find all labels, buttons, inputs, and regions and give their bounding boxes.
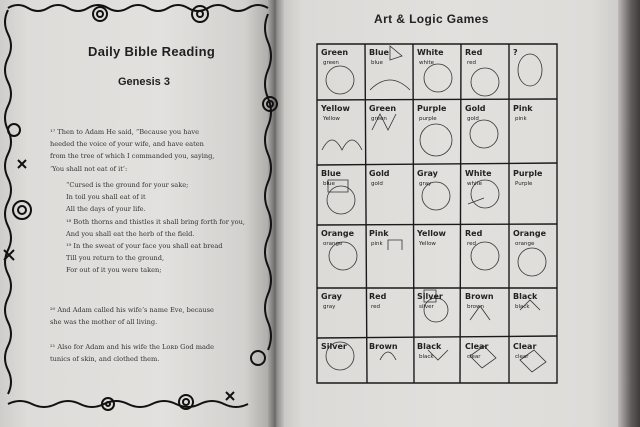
- grid-cell-sublabel: clear: [515, 354, 529, 360]
- grid-cell-label: Red: [369, 292, 387, 301]
- verse-line: [50, 328, 265, 340]
- verse-line: For out of it you were taken;: [66, 266, 162, 275]
- verse-line: ¹⁸ Both thorns and thistles it shall bring forth for you,: [66, 217, 245, 226]
- verse-line: from the tree of which I commanded you, saying,: [50, 152, 215, 161]
- grid-cell-label: Clear: [465, 342, 489, 351]
- grid-cell-sublabel: gold: [467, 116, 479, 122]
- grid-cell-sublabel: gray: [419, 181, 432, 187]
- verse-line: In toil you shall eat of it: [66, 193, 146, 202]
- grid-cell-sublabel: green: [323, 60, 339, 66]
- verse-line: All the days of your life.: [66, 205, 146, 214]
- grid-cell-label: Gold: [465, 104, 486, 113]
- grid-cell-label: Orange: [321, 229, 354, 238]
- scripture-reference: Genesis 3: [118, 76, 170, 88]
- verse-line: ¹⁹ In the sweat of your face you shall eat bread: [66, 242, 223, 251]
- grid-cell-sublabel: gold: [371, 181, 383, 187]
- grid-cell-label: Yellow: [417, 229, 446, 238]
- grid-cell-label: Black: [417, 342, 442, 351]
- grid-cell-sublabel: Yellow: [323, 116, 340, 122]
- grid-cell-label: Purple: [513, 169, 543, 178]
- grid-cell-label: Pink: [369, 229, 389, 238]
- grid-cell-sublabel: black: [419, 354, 434, 360]
- grid-cell-label: Silver: [417, 292, 443, 301]
- verse-block-1: [50, 126, 265, 175]
- grid-cell-sublabel: red: [467, 241, 477, 247]
- grid-cell-label: Green: [369, 104, 397, 113]
- grid-cell-label: Purple: [417, 104, 447, 113]
- grid-cell-label: Yellow: [321, 104, 350, 113]
- grid-cell-label: Gray: [321, 292, 342, 301]
- verse-line: heeded the voice of your wife, and have eaten: [50, 140, 204, 149]
- grid-cell-sublabel: silver: [419, 304, 434, 310]
- verse-line: ‘You shall not eat of it’:: [50, 164, 128, 173]
- grid-cell-sublabel: Purple: [515, 181, 533, 187]
- grid-cell-sublabel: brown: [467, 304, 484, 310]
- art-games-title: Art & Logic Games: [374, 12, 489, 26]
- grid-cell-label: Silver: [321, 342, 347, 351]
- verse-line: ¹⁷ Then to Adam He said, “Because you have: [50, 128, 200, 136]
- verse-block-2: [66, 179, 281, 277]
- grid-cell-label: ?: [513, 48, 518, 57]
- grid-cell-label: Blue: [321, 169, 341, 178]
- verse-block-3: [50, 304, 265, 365]
- grid-cell-sublabel: green: [371, 116, 387, 122]
- grid-cell-sublabel: black: [515, 304, 530, 310]
- verse-line: ²⁰ And Adam called his wife’s name Eve, because: [50, 306, 214, 314]
- grid-cell-sublabel: blue: [323, 181, 335, 187]
- grid-cell-label: Gray: [417, 169, 438, 178]
- grid-cell-label: Green: [321, 48, 349, 57]
- grid-cell-sublabel: purple: [419, 116, 437, 122]
- grid-cell-sublabel: orange: [323, 241, 343, 247]
- grid-cell-label: Orange: [513, 229, 546, 238]
- grid-cell-label: Red: [465, 48, 483, 57]
- verse-line: Till you return to the ground,: [66, 254, 165, 263]
- grid-cell-label: Blue: [369, 48, 389, 57]
- grid-cell-sublabel: white: [467, 181, 483, 187]
- grid-cell-sublabel: orange: [515, 241, 535, 247]
- grid-cell-label: Gold: [369, 169, 390, 178]
- grid-cell-sublabel: red: [467, 60, 477, 66]
- grid-cell-label: White: [417, 48, 444, 57]
- grid-cell-sublabel: pink: [515, 116, 527, 122]
- grid-cell-label: Clear: [513, 342, 537, 351]
- verse-line: ²¹ Also for Adam and his wife the Lᴏʀᴅ God made: [50, 342, 215, 351]
- grid-cell-sublabel: red: [371, 304, 381, 310]
- verse-line: And you shall eat the herb of the field.: [66, 229, 195, 238]
- grid-cell-label: Brown: [369, 342, 398, 351]
- daily-reading-title: Daily Bible Reading: [88, 44, 216, 59]
- grid-cell-sublabel: gray: [323, 304, 336, 310]
- grid-cell-sublabel: pink: [371, 241, 383, 247]
- grid-cell-label: White: [465, 169, 492, 178]
- grid-cell-label: Red: [465, 229, 483, 238]
- verse-line: tunics of skin, and clothed them.: [50, 354, 160, 363]
- grid-cell-sublabel: Yellow: [419, 241, 436, 247]
- verse-line: “Cursed is the ground for your sake;: [66, 181, 189, 189]
- grid-cell-label: Brown: [465, 292, 494, 301]
- grid-cell-label: Pink: [513, 104, 533, 113]
- grid-cell-sublabel: white: [419, 60, 435, 66]
- grid-cell-sublabel: clear: [467, 354, 481, 360]
- grid-cell-label: Black: [513, 292, 538, 301]
- grid-cell-sublabel: blue: [371, 60, 383, 66]
- verse-line: she was the mother of all living.: [50, 318, 158, 327]
